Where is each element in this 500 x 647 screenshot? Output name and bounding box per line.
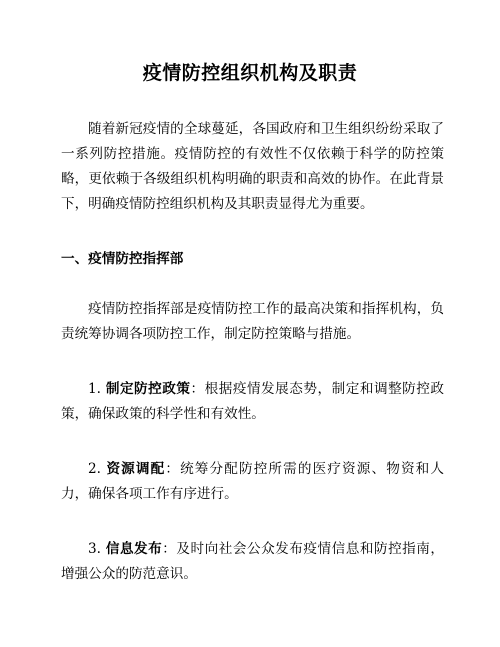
list-item [61,537,444,587]
intro-paragraph: 随着新冠疫情的全球蔓延，各国政府和卫生组织纷纷采取了一系列防控措施。疫情防控的有效性不仅依赖于科学的防控策略，更依赖于各级组织机构明确的职责和高效的协作。在此背景下，明确疫情防控组织机构及其职责显得尤为重要。 [61,121,444,212]
item-number: 1. [88,381,101,397]
item-number: 3. [88,541,101,557]
list-item [61,377,444,427]
item-number: 2. [88,461,101,477]
item-text: ：统筹分配防控所需的医疗资源、物资和人力，确保各项工作有序进行。 [61,461,444,502]
item-text: ：及时向社会公众发布疫情信息和防控指南，增强公众的防范意识。 [61,541,445,582]
section-heading: 一、疫情防控指挥部 [61,251,184,267]
item-lead: 制定防控政策 [105,381,191,397]
document-title: 疫情防控组织机构及职责 [142,62,358,84]
item-lead: 资源调配 [106,461,166,477]
list-item [61,457,444,507]
item-text: ：根据疫情发展态势，制定和调整防控政策，确保政策的科学性和有效性。 [61,381,444,422]
item-lead: 信息发布 [105,541,163,557]
section-description: 疫情防控指挥部是疫情防控工作的最高决策和指挥机构，负责统筹协调各项防控工作，制定防控策略与措施。 [61,301,444,342]
